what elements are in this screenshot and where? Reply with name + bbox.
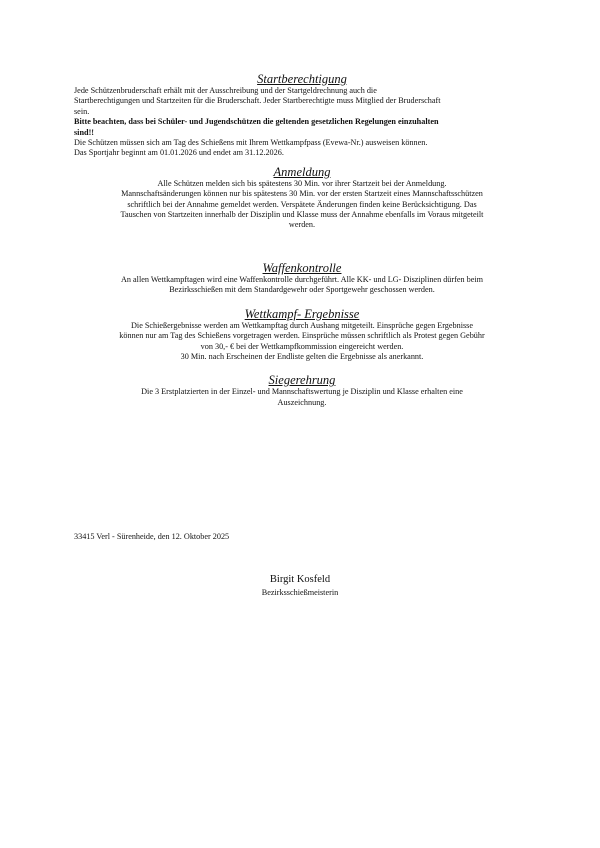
anmeldung-line: schriftlich bei der Annahme gemeldet werden. Verspätete Änderungen finden keine Berücksichtigung. Das (127, 199, 477, 209)
startberechtigung-line: Die Schützen müssen sich am Tag des Schießens mit Ihrem Wettkampfpass (Evewa-Nr.) ausweisen können. (74, 138, 428, 148)
anmeldung-line: Mannschaftsänderungen können nur bis spätestens 30 Min. vor der ersten Startzeit eines Mannschaftsschützen (121, 189, 483, 199)
ergebnisse-line: können nur am Tag des Schießens vorgetragen werden. Einsprüche müssen schriftlich als Protest gegen Gebühr (119, 331, 485, 341)
section-anmeldung (74, 165, 530, 231)
startberechtigung-notice: Bitte beachten, dass bei Schüler- und Jugendschützen die geltenden gesetzlichen Regelungen einzuhalten (74, 117, 439, 127)
signature-name: Birgit Kosfeld (269, 574, 331, 585)
document-content (74, 72, 530, 408)
section-waffenkontrolle (74, 261, 530, 296)
section-ergebnisse (74, 307, 530, 363)
startberechtigung-line: sein. (74, 106, 90, 116)
siegerehrung-line: Die 3 Erstplatzierten in der Einzel- und Mannschaftswertung je Disziplin und Klasse erhalten eine (141, 387, 463, 397)
section-siegerehrung (74, 373, 530, 408)
waffenkontrolle-line: Bezirksschießen mit dem Standardgewehr oder Sportgewehr geschossen werden. (169, 285, 435, 295)
heading-waffenkontrolle: Waffenkontrolle (262, 260, 342, 275)
heading-startberechtigung: Startberechtigung (257, 72, 347, 86)
heading-ergebnisse: Wettkampf- Ergebnisse (244, 306, 360, 321)
section-startberechtigung (74, 72, 530, 159)
anmeldung-line: Alle Schützen melden sich bis spätestens 30 Min. vor ihrer Startzeit bei der Anmeldung. (157, 178, 447, 188)
place-date: 33415 Verl - Sürenheide, den 12. Oktober 2025 (74, 532, 230, 541)
startberechtigung-line: Startberechtigungen und Startzeiten für die Bruderschaft. Jeder Startberechtigte muss Mitglied der Bruderschaft (74, 96, 441, 106)
anmeldung-line: Tauschen von Startzeiten innerhalb der Disziplin und Klasse muss der Annahme ebenfalls im Voraus mitgeteilt (120, 210, 484, 220)
startberechtigung-line: Jede Schützenbruderschaft erhält mit der Ausschreibung und der Startgeldrechnung auch die (74, 86, 377, 95)
ergebnisse-line: 30 Min. nach Erscheinen der Endliste gelten die Ergebnisse als anerkannt. (180, 351, 424, 361)
anmeldung-line: werden. (288, 220, 316, 230)
startberechtigung-line: Das Sportjahr beginnt am 01.01.2026 und endet am 31.12.2026. (74, 148, 284, 158)
waffenkontrolle-line: An allen Wettkampftagen wird eine Waffenkontrolle durchgeführt. Alle KK- und LG- Disziplinen dürfen beim (120, 274, 483, 284)
signature-title: Bezirksschießmeisterin (261, 588, 339, 597)
ergebnisse-line: Die Schießergebnisse werden am Wettkampftag durch Aushang mitgeteilt. Einsprüche gegen Ergebnisse (131, 320, 473, 330)
heading-anmeldung: Anmeldung (273, 164, 331, 179)
siegerehrung-line: Auszeichnung. (277, 397, 327, 407)
startberechtigung-notice: sind!! (74, 127, 95, 137)
heading-siegerehrung: Siegerehrung (268, 373, 336, 388)
ergebnisse-line: von 30,- € bei der Wettkampfkommission eingereicht werden. (200, 341, 404, 351)
